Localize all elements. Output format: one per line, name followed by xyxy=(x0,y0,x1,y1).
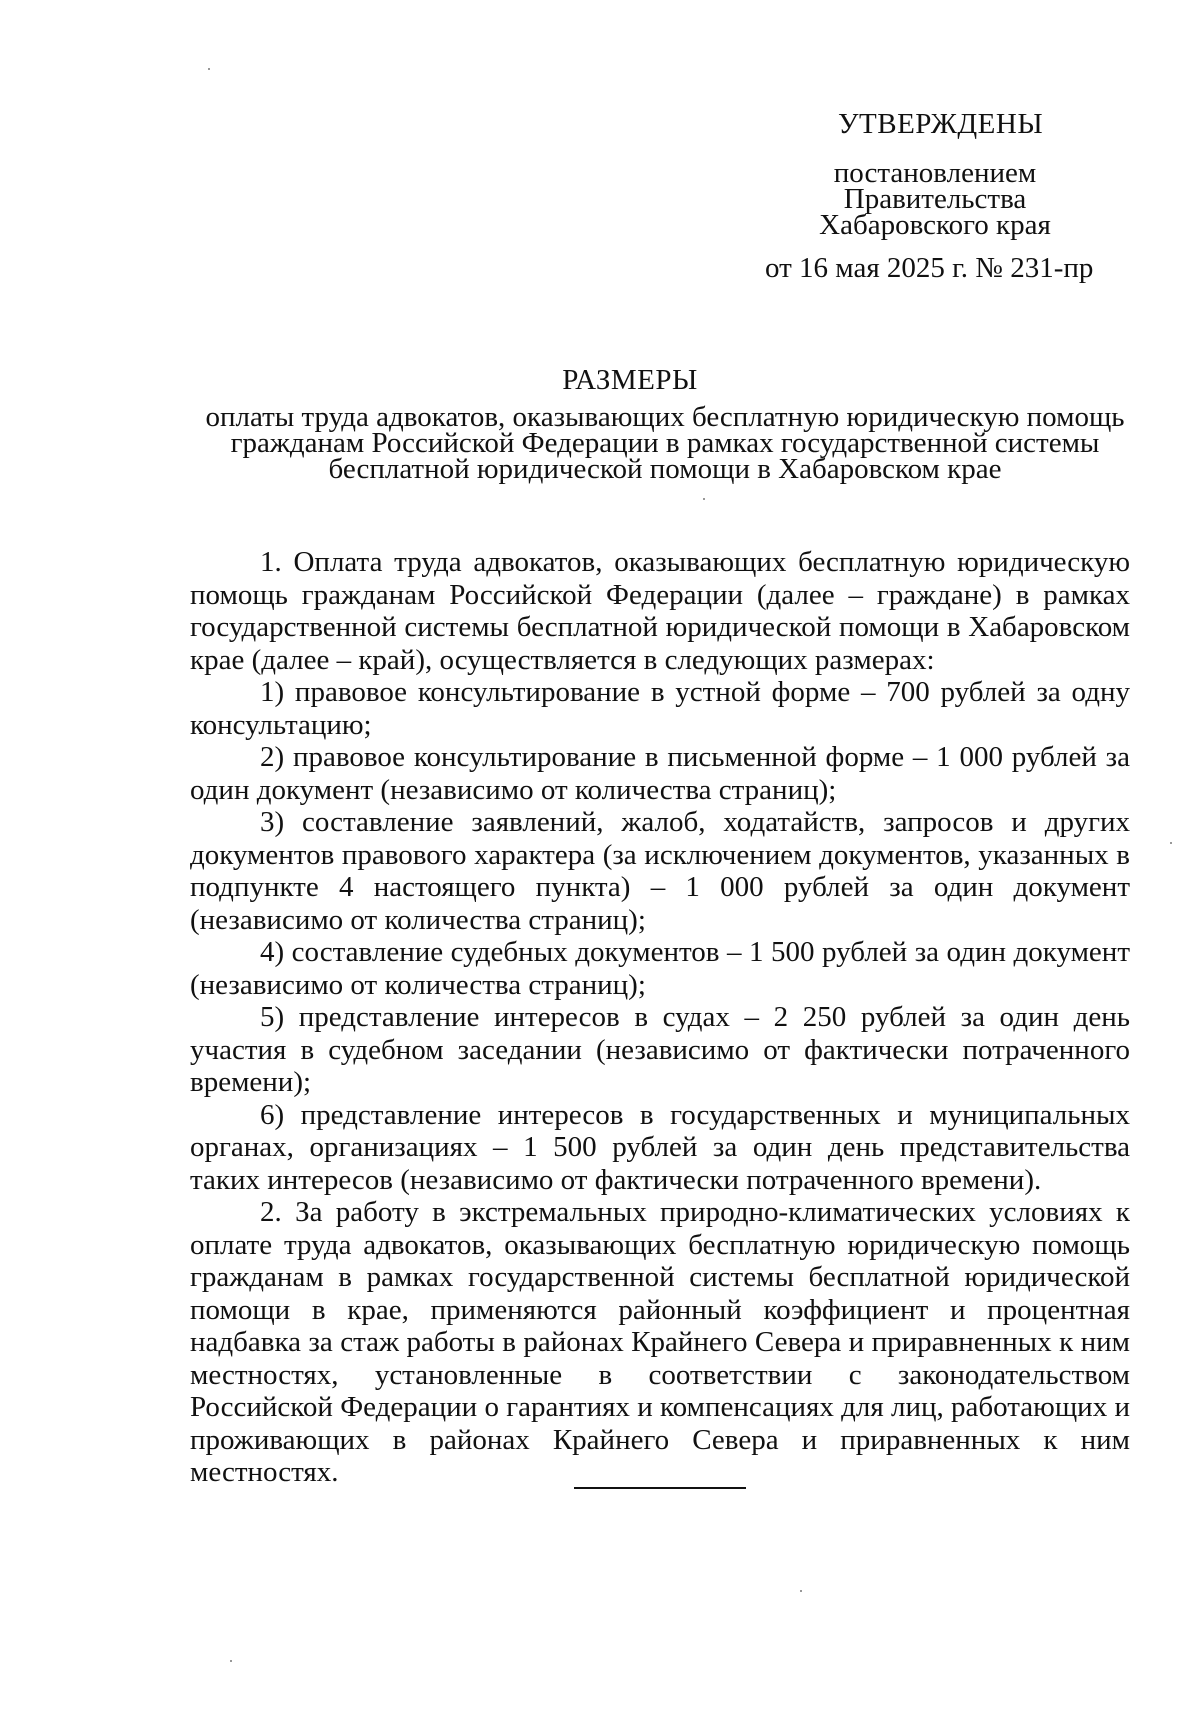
document-body xyxy=(190,546,1130,1489)
paragraph-subitem-1: 1) правовое консультирование в устной форме – 700 рублей за одну консультацию; xyxy=(190,676,1130,741)
subtitle-line-2: гражданам Российской Федерации в рамках государственной системы xyxy=(230,427,1100,459)
scan-speck xyxy=(1170,842,1172,844)
paragraph-subitem-6: 6) представление интересов в государственных и муниципальных органах, организациях – 1 500 рублей за один день представительства таких интересов (независимо от фактически потраченного времени). xyxy=(190,1098,1130,1196)
scan-speck xyxy=(703,498,705,500)
scan-speck xyxy=(230,1660,232,1662)
approval-date: от 16 мая 2025 г. № 231-пр xyxy=(765,252,1094,284)
subtitle-line-3: бесплатной юридической помощи в Хабаровском крае xyxy=(328,453,1002,485)
paragraph-item-1: 1. Оплата труда адвокатов, оказывающих бесплатную юридическую помощь гражданам Российской Федерации (далее – граждане) в рамках государственной системы бесплатной юридической помощи в Хабаровском крае (далее – край), осуществляется в следующих размерах: xyxy=(190,546,1130,676)
document-subtitle xyxy=(200,401,1130,485)
paragraph-subitem-5: 5) представление интересов в судах – 2 250 рублей за один день участия в судебном заседании (независимо от фактически потраченного времени); xyxy=(190,1001,1130,1098)
subtitle-line-1: оплаты труда адвокатов, оказывающих бесплатную юридическую помощь xyxy=(205,401,1125,433)
end-divider xyxy=(574,1487,746,1489)
paragraph-subitem-4: 4) составление судебных документов – 1 500 рублей за один документ (независимо от количества страниц); xyxy=(190,936,1130,1001)
paragraph-item-2: 2. За работу в экстремальных природно-климатических условиях к оплате труда адвокатов, оказывающих бесплатную юридическую помощь гражданам в рамках государственной системы бесплатной юридической помощи в крае, применяются районный коэффициент и процентная надбавка за стаж работы в районах Крайнего Севера и приравненных к ним местностях, установленные в соответствии с законодательством Российской Федерации о гарантиях и компенсациях для лиц, работающих и проживающих в районах Крайнего Севера и приравненных к ним местностях. xyxy=(190,1196,1130,1488)
approval-line-2: Правительства xyxy=(843,183,1027,215)
approval-stamp: УТВЕРЖДЕНЫ xyxy=(838,108,1044,140)
scan-speck xyxy=(208,68,210,70)
scan-speck xyxy=(800,1590,802,1592)
approval-block xyxy=(765,108,1100,284)
document-title: РАЗМЕРЫ xyxy=(562,364,698,396)
approval-line-3: Хабаровского края xyxy=(819,209,1051,241)
approval-line-1: постановлением xyxy=(833,157,1037,189)
paragraph-subitem-3: 3) составление заявлений, жалоб, ходатайств, запросов и других документов правового характера (за исключением документов, указанных в подпункте 4 настоящего пункта) – 1 000 рублей за один документ (независимо от количества страниц); xyxy=(190,806,1130,936)
paragraph-subitem-2: 2) правовое консультирование в письменной форме – 1 000 рублей за один документ (независимо от количества страниц); xyxy=(190,741,1130,806)
